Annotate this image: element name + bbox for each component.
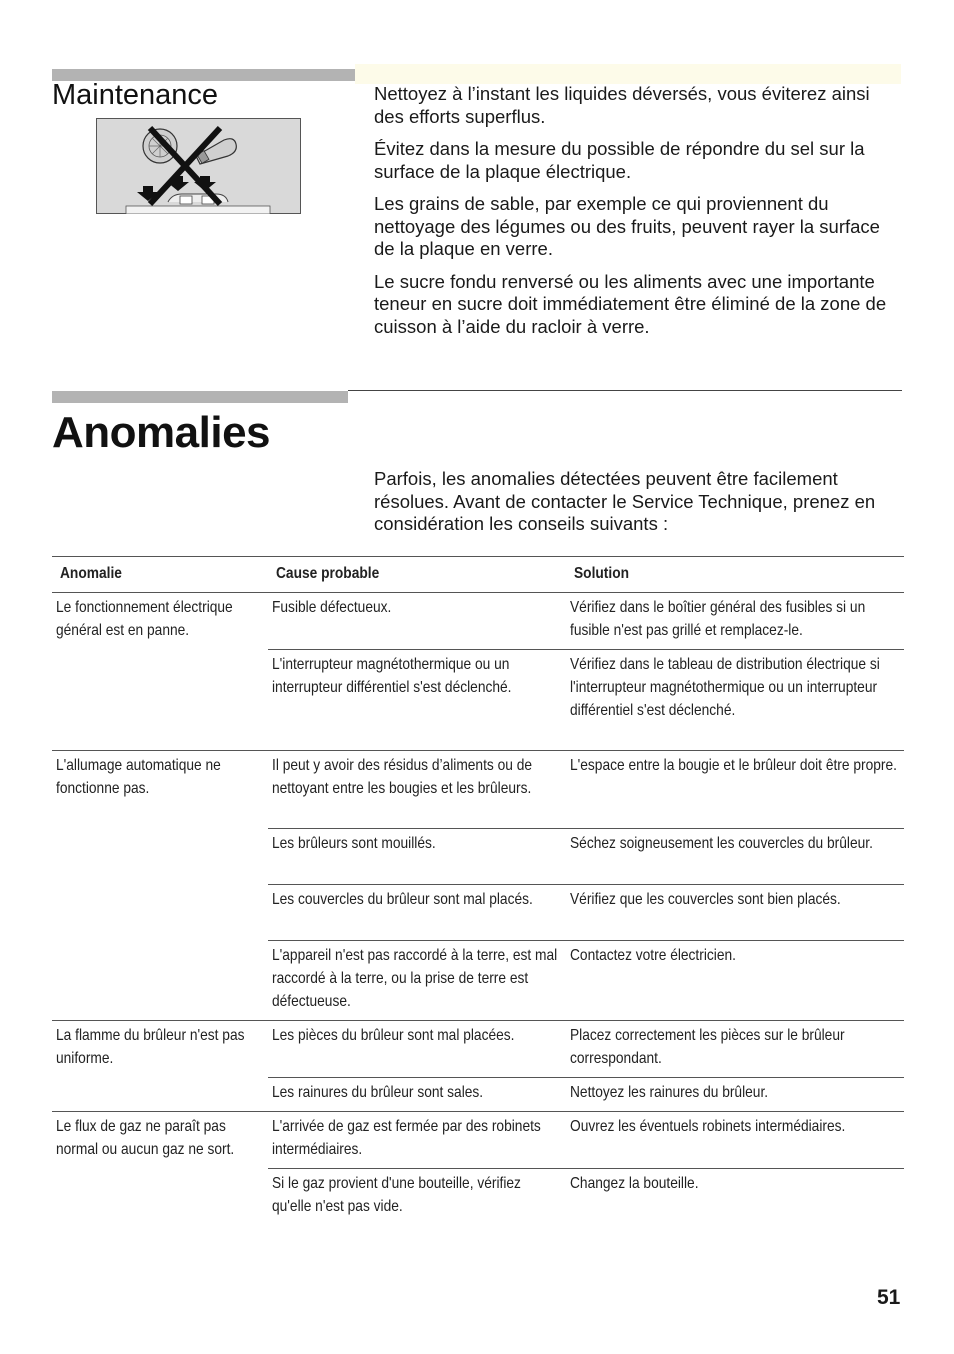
cause-cell: L'appareil n'est pas raccordé à la terre, est mal raccordé à la terre, ou la prise de terre est défectueuse. (268, 941, 566, 1021)
maintenance-paragraph-1: Nettoyez à l’instant les liquides déversés, vous éviterez ainsi des efforts superflus. (374, 83, 870, 127)
anomalies-intro: Parfois, les anomalies détectées peuvent être facilement résolues. Avant de contacter le Service Technique, prenez en considération les conseils suivants : (374, 468, 876, 534)
table-row (52, 593, 904, 650)
anomalies-header-bar (52, 391, 348, 403)
maintenance-paragraph-2: Évitez dans la mesure du possible de répondre du sel sur la surface de la plaque électrique. (374, 138, 865, 182)
cause-cell: Les couvercles du brûleur sont mal placés. (268, 885, 566, 941)
header-solution: Solution (566, 557, 904, 593)
table-header-row (52, 557, 904, 593)
cause-cell: L'arrivée de gaz est fermée par des robinets intermédiaires. (268, 1112, 566, 1169)
anomaly-cell: La flamme du brûleur n'est pas uniforme. (52, 1021, 268, 1112)
maintenance-text-band (355, 64, 901, 84)
solution-cell: Vérifiez que les couvercles sont bien placés. (566, 885, 904, 941)
cause-cell: Si le gaz provient d'une bouteille, vérifiez qu'elle n'est pas vide. (268, 1169, 566, 1226)
solution-cell: Séchez soigneusement les couvercles du brûleur. (566, 829, 904, 885)
troubleshooting-table (52, 556, 904, 1225)
table-row (52, 1112, 904, 1169)
anomalies-title: Anomalies (52, 408, 271, 457)
anomalies-rule (348, 390, 902, 391)
solution-cell: Nettoyez les rainures du brûleur. (566, 1078, 904, 1112)
solution-cell: Ouvrez les éventuels robinets intermédiaires. (566, 1112, 904, 1169)
solution-cell: Changez la bouteille. (566, 1169, 904, 1226)
cause-cell: Les brûleurs sont mouillés. (268, 829, 566, 885)
header-anomalie: Anomalie (52, 557, 268, 593)
solution-cell: Contactez votre électricien. (566, 941, 904, 1021)
maintenance-paragraph-3: Les grains de sable, par exemple ce qui proviennent du nettoyage des légumes ou des fruits, peuvent rayer la surface de la plaque en verre. (374, 193, 880, 259)
cause-cell: Les pièces du brûleur sont mal placées. (268, 1021, 566, 1078)
table-row (52, 1021, 904, 1078)
solution-cell: L'espace entre la bougie et le brûleur doit être propre. (566, 751, 904, 829)
cause-cell: Il peut y avoir des résidus d’aliments ou de nettoyant entre les bougies et les brûleurs. (268, 751, 566, 829)
header-cause: Cause probable (268, 557, 566, 593)
maintenance-title: Maintenance (52, 79, 219, 111)
page-number: 51 (877, 1286, 901, 1309)
maintenance-illustration (96, 118, 301, 214)
cause-cell: Fusible défectueux. (268, 593, 566, 650)
maintenance-text (374, 83, 904, 338)
table-row (52, 751, 904, 829)
solution-cell: Vérifiez dans le boîtier général des fusibles si un fusible n'est pas grillé et remplacez-le. (566, 593, 904, 650)
anomaly-cell: L'allumage automatique ne fonctionne pas. (52, 751, 268, 1021)
anomaly-cell: Le fonctionnement électrique général est en panne. (52, 593, 268, 751)
salt-cleaning-warning-icon (96, 118, 301, 214)
solution-cell: Placez correctement les pièces sur le brûleur correspondant. (566, 1021, 904, 1078)
cause-cell: L'interrupteur magnétothermique ou un interrupteur différentiel s'est déclenché. (268, 650, 566, 751)
maintenance-paragraph-4: Le sucre fondu renversé ou les aliments avec une importante teneur en sucre doit immédiatement être éliminé de la zone de cuisson à l’aide du racloir à verre. (374, 270, 887, 337)
anomaly-cell: Le flux de gaz ne paraît pas normal ou aucun gaz ne sort. (52, 1112, 268, 1226)
cause-cell: Les rainures du brûleur sont sales. (268, 1078, 566, 1112)
solution-cell: Vérifiez dans le tableau de distribution électrique si l'interrupteur magnétothermique ou un interrupteur différentiel s'est déclenché. (566, 650, 904, 751)
